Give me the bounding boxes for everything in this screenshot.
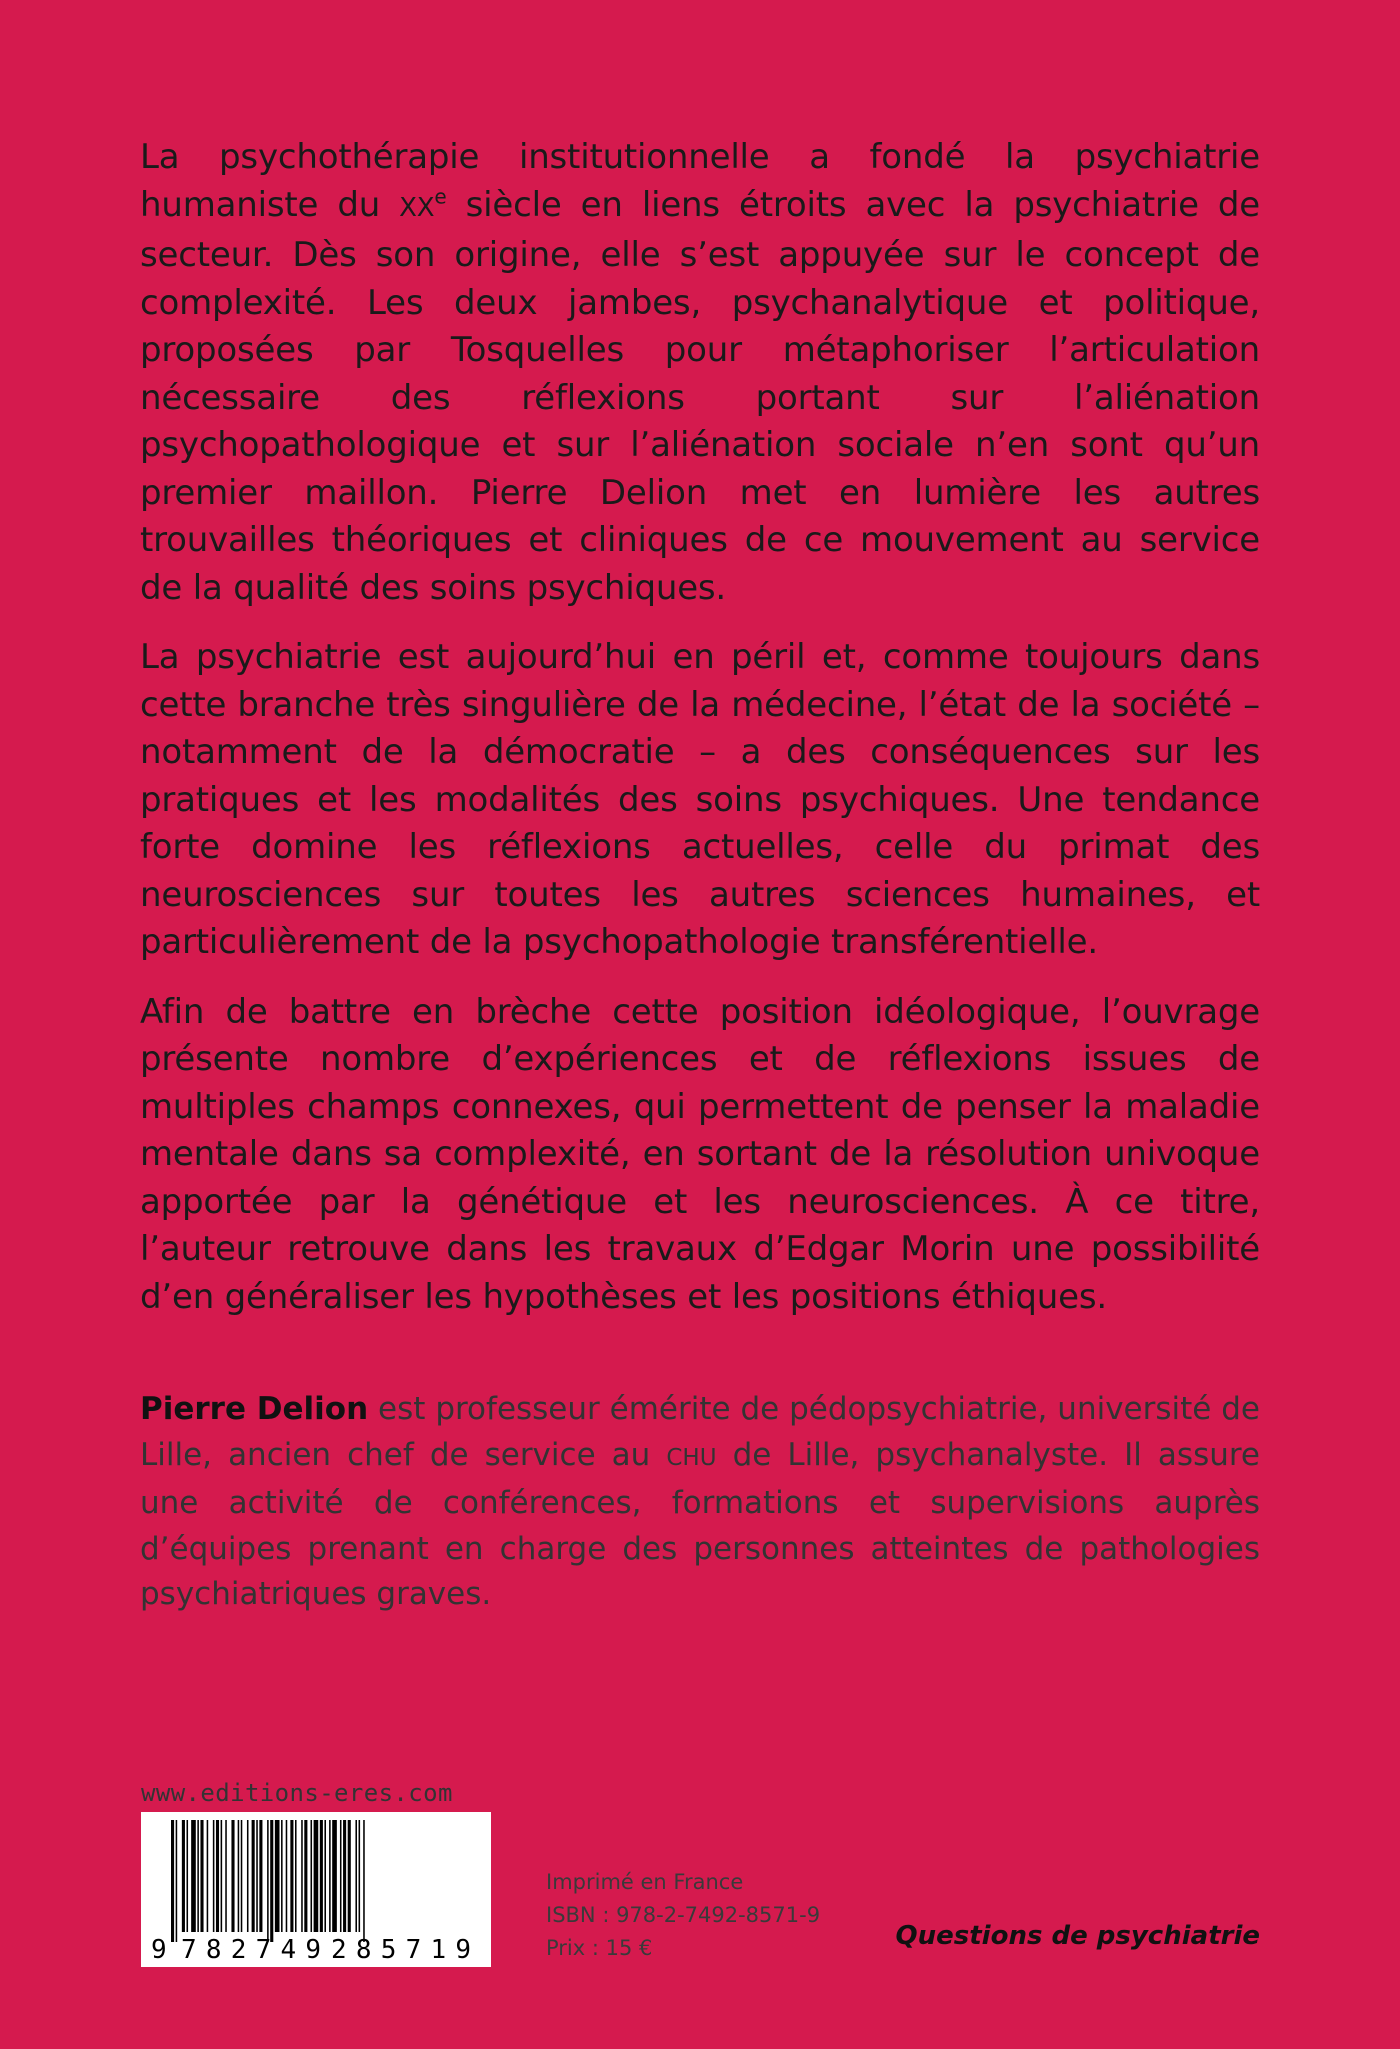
barcode-bar [191, 1820, 196, 1932]
barcode-digit-lead: 9 [151, 1935, 167, 1965]
barcode-bar [301, 1820, 303, 1932]
barcode-bar [182, 1820, 185, 1932]
isbn-barcode [141, 1812, 491, 1967]
barcode-bar [259, 1820, 262, 1932]
barcode-bar [238, 1820, 240, 1932]
barcode-bar [348, 1820, 351, 1932]
author-name: Pierre Delion [140, 1391, 369, 1427]
barcode-bar [359, 1820, 361, 1932]
barcode-bar [304, 1820, 307, 1932]
barcode-bar [256, 1820, 258, 1932]
barcode-bar [363, 1820, 365, 1942]
barcode-bar [207, 1820, 209, 1932]
barcode-bar [286, 1820, 288, 1932]
barcode-digits-right: 285719 [331, 1935, 471, 1965]
barcode-bar [314, 1820, 319, 1932]
century-numeral: XX [399, 192, 435, 223]
publisher-website: www.editions-eres.com [141, 1779, 453, 1807]
barcode-bar [252, 1820, 255, 1932]
barcode-bar [324, 1820, 326, 1932]
isbn-text: ISBN : 978-2-7492-8571-9 [546, 1903, 821, 1927]
price-text: Prix : 15 € [546, 1936, 653, 1960]
barcode-bar [332, 1820, 337, 1932]
blurb-p1-rest: siècle en liens étroits avec la psychiatrie de secteur. Dès son origine, elle s’est appuyée sur le concept de complexité. Les deux jambes, psychanalytique et politique, proposées par Tosquelles pour métaphoriser l’articulation nécessaire des réflexions portant sur l’aliénation psychopathologique et sur l’aliénation sociale n’en sont qu’un premier maillon. Pierre Delion met en lumière les autres trouvailles théoriques et cliniques de ce mouvement au service de la qualité des soins psychiques. [140, 184, 1260, 608]
series-title: Questions de psychiatrie [895, 1921, 1260, 1951]
publication-info [546, 1866, 820, 1965]
bio-text-start: est professeur émérite de pédopsychiatrie, université de Lille, ancien chef de service au [140, 1391, 1260, 1473]
barcode-graphic [141, 1812, 491, 1967]
barcode-bar [343, 1820, 346, 1932]
barcode-bar [187, 1820, 189, 1932]
barcode-bar [281, 1820, 283, 1932]
barcode-bar [320, 1820, 323, 1932]
barcode-bar [355, 1820, 357, 1932]
barcode-bar [171, 1820, 174, 1942]
blurb-paragraph-3: Afin de battre en brèche cette position idéologique, l’ouvrage présente nombre d’expériences et de réflexions issues de multiples champs connexes, qui permettent de penser la maladie mentale dans sa complexité, en sortant de la résolution univoque apportée par la génétique et les neurosciences. À ce titre, l’auteur retrouve dans les travaux d’Edgar Morin une possibilité d’en généraliser les hypothèses et les positions éthiques. [140, 991, 1260, 1317]
barcode-bar [340, 1820, 342, 1932]
barcode-bar [197, 1820, 199, 1932]
barcode-bar [295, 1820, 297, 1932]
barcode-bars [171, 1820, 365, 1942]
barcode-bar [311, 1820, 313, 1932]
barcode-digits-left: 782749 [181, 1935, 321, 1965]
blurb-paragraph-2: La psychiatrie est aujourd’hui en péril et, comme toujours dans cette branche très singulière de la médecine, l’état de la société – notamment de la démocratie – a des conséquences sur les pratiques et les modalités des soins psychiques. Une tendance forte domine les réflexions actuelles, celle du primat des neurosciences sur toutes les autres sciences humaines, et particulièrement de la psychopathologie transférentielle. [140, 637, 1260, 962]
barcode-bar [290, 1820, 293, 1932]
barcode-bar [247, 1820, 249, 1932]
barcode-bar [213, 1820, 215, 1932]
barcode-bar [275, 1820, 280, 1932]
barcode-bar [270, 1820, 273, 1942]
chu-abbreviation: CHU [666, 1444, 717, 1471]
barcode-bar [267, 1820, 269, 1942]
barcode-bar [216, 1820, 219, 1932]
printed-in: Imprimé en France [546, 1870, 744, 1894]
barcode-bar [221, 1820, 223, 1932]
barcode-bar [200, 1820, 203, 1932]
barcode-bar [241, 1820, 243, 1932]
back-cover-blurb [140, 134, 1260, 1343]
barcode-bar [176, 1820, 178, 1942]
blurb-p1-start: La psychothérapie institutionnelle a fondé la psychiatrie humaniste du [140, 137, 1260, 225]
author-bio [140, 1387, 1260, 1618]
century-superscript: e [434, 184, 447, 209]
barcode-bar [225, 1820, 227, 1932]
blurb-paragraph-1 [140, 134, 1260, 612]
bio-text-end: de Lille, psychanalyste. Il assure une activité de conférences, formations et supervisions auprès d’équipes prenant en charge des personnes atteintes de pathologies psychiatriques graves. [140, 1436, 1261, 1612]
barcode-bar [329, 1820, 331, 1932]
barcode-bar [231, 1820, 234, 1932]
